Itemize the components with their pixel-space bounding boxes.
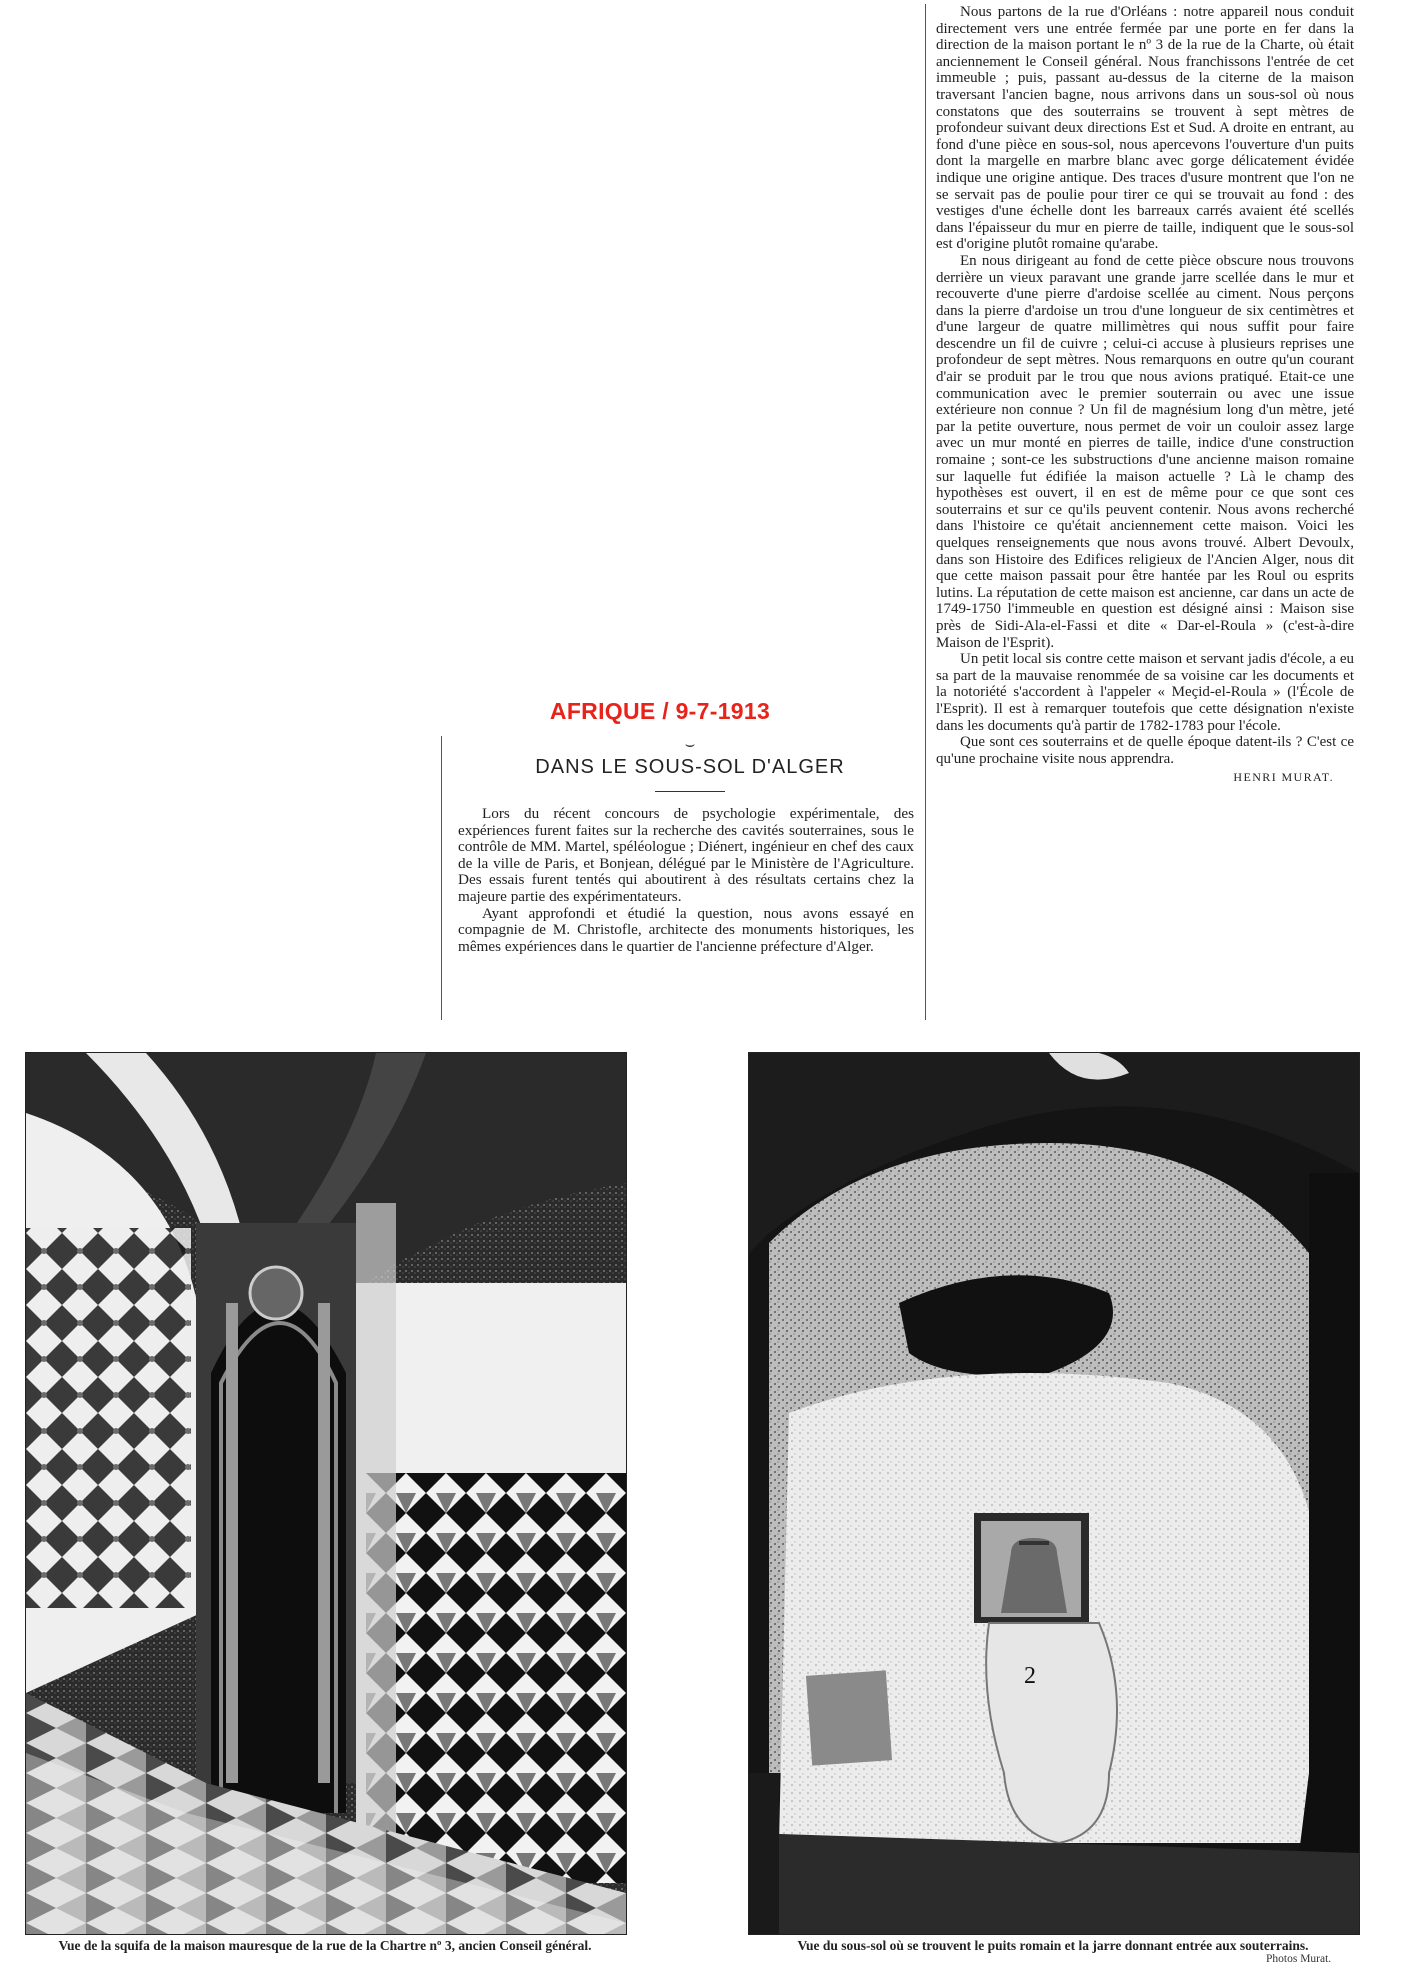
article-title: DANS LE SOUS-SOL D'ALGER: [535, 756, 845, 778]
paragraph: Que sont ces souterrains et de quelle époque datent-ils ? C'est ce qu'une prochaine visite nous apprendra.: [936, 734, 1354, 767]
author-signature: [936, 769, 1354, 786]
column-divider-left: [441, 736, 442, 1020]
paragraph: Un petit local sis contre cette maison et servant jadis d'école, a eu sa part de la mauvaise renommée de sa voisine car les documents et la notoriété s'accordent à l'appeler « Meçid-el-Roula » (l'École de l'Esprit). Il est à remarquer toutefois que cette désignation n'existe dans les documents qu'à partir de 1782-1783 pour l'école.: [936, 651, 1354, 734]
author-name: HENRI MURAT.: [1233, 770, 1334, 785]
caption-right: Vue du sous-sol où se trouvent le puits romain et la jarre donnant entrée aux souterrains.: [797, 1938, 1309, 1953]
squifa-illustration: [26, 1053, 626, 1934]
source-date-stamp: AFRIQUE / 9-7-1913: [549, 698, 771, 724]
article-column-right: [936, 4, 1354, 786]
photo-credit: Photos Murat.: [1266, 1953, 1332, 1965]
paragraph: En nous dirigeant au fond de cette pièce obscure nous trouvons derrière un vieux paravant une grande jarre scellée dans le mur et recouverte d'une pierre d'ardoise scellée au ciment. Nous perçons dans la pierre d'ardoise un trou d'une longueur de six centimètres et d'une largeur de quatre millimètres qui nous suffit pour faire descendre un fil de cuivre ; celui-ci accuse à plusieurs reprises une profondeur de sept mètres. Nous remarquons en outre qu'un courant d'air se produit par le trou que nous avions pratiqué. Etait-ce une communication avec le premier souterrain ou avec une issue extérieure non connue ? Un fil de magnésium long d'un mètre, jeté par la petite ouverture, nous permet de voir un couloir assez large avec un mur monté en pierres de taille, indice d'une construction romaine ; sont-ce les substructions d'une ancienne maison romaine sur laquelle fut édifiée la maison actuelle ? Là le champ des hypothèses est ouvert, il en est de même pour ce que sont ces souterrains et sur ce qu'ils peuvent contenir. Nous avons recherché dans l'histoire ce qu'était anciennement cette maison. Voici les quelques renseignements que nous avons trouvé. Albert Devoulx, dans son Histoire des Edifices religieux de l'Ancien Alger, nous dit que cette maison passait pour être hantée par les Roul ou esprits lutins. La réputation de cette maison est ancienne, car dans un acte de 1749-1750 l'immeuble en question est désigné ainsi : Maison sise près de Sidi-Ala-el-Fassi et dite « Dar-el-Roula » (c'est-à-dire Maison de l'Esprit).: [936, 252, 1354, 651]
caption-left: Vue de la squifa de la maison mauresque de la rue de la Chartre nº 3, ancien Conseil général.: [58, 1938, 592, 1953]
paragraph: Lors du récent concours de psychologie expérimentale, des expériences furent faites sur la recherche des cavités souterraines, sous le contrôle de MM. Martel, spéléologue ; Diénert, ingénieur en chef des caux de la ville de Paris, et Bonjean, délégué par le Ministère de l'Agriculture. Des essais furent tentés qui aboutirent à des résultats certains chez la majeure partie des expérimentateurs.: [458, 805, 914, 905]
photo-basement: [748, 1052, 1360, 1935]
photo-squifa: [25, 1052, 627, 1935]
article-column-left: [458, 806, 914, 955]
paragraph: Nous partons de la rue d'Orléans : notre appareil nous conduit directement vers une entrée fermée par une porte en fer dans la direction de la maison portant le nº 3 de la rue de la Charte, où était anciennement le Conseil général. Nous franchissons l'entrée de cet immeuble ; puis, passant au-dessus de la citerne de la maison traversant l'ancien bagne, nous arrivons dans un sous-sol où nous constatons que des souterrains se trouvent à sept mètres de profondeur suivant deux directions Est et Sud. A droite en entrant, au fond d'une pièce en sous-sol, nous apercevons l'ouverture d'un puits dont la margelle en marbre blanc avec gorge délicatement évidée indique une origine antique. Des traces d'usure montrent que l'on ne se servait pas de poulie pour tirer ce qui se trouvait au fond : des vestiges d'une échelle dont les barreaux carrés avaient été scellés dans l'épaisseur du mur en pierre de taille, indiquent que le sous-sol est d'origine plutôt romaine qu'arabe.: [936, 4, 1354, 253]
headline-block: [470, 736, 910, 792]
basement-illustration: [749, 1053, 1359, 1934]
headline-underline: [655, 791, 725, 792]
column-divider-middle: [925, 4, 926, 1020]
jar-number-label: 2: [1024, 1663, 1036, 1689]
paragraph: Ayant approfondi et étudié la question, nous avons essayé en compagnie de M. Christofle, architecte des monuments historiques, les mêmes expériences dans le quartier de l'ancienne préfecture d'Alger.: [458, 904, 914, 955]
headline-ornament: ⌣: [684, 736, 696, 753]
